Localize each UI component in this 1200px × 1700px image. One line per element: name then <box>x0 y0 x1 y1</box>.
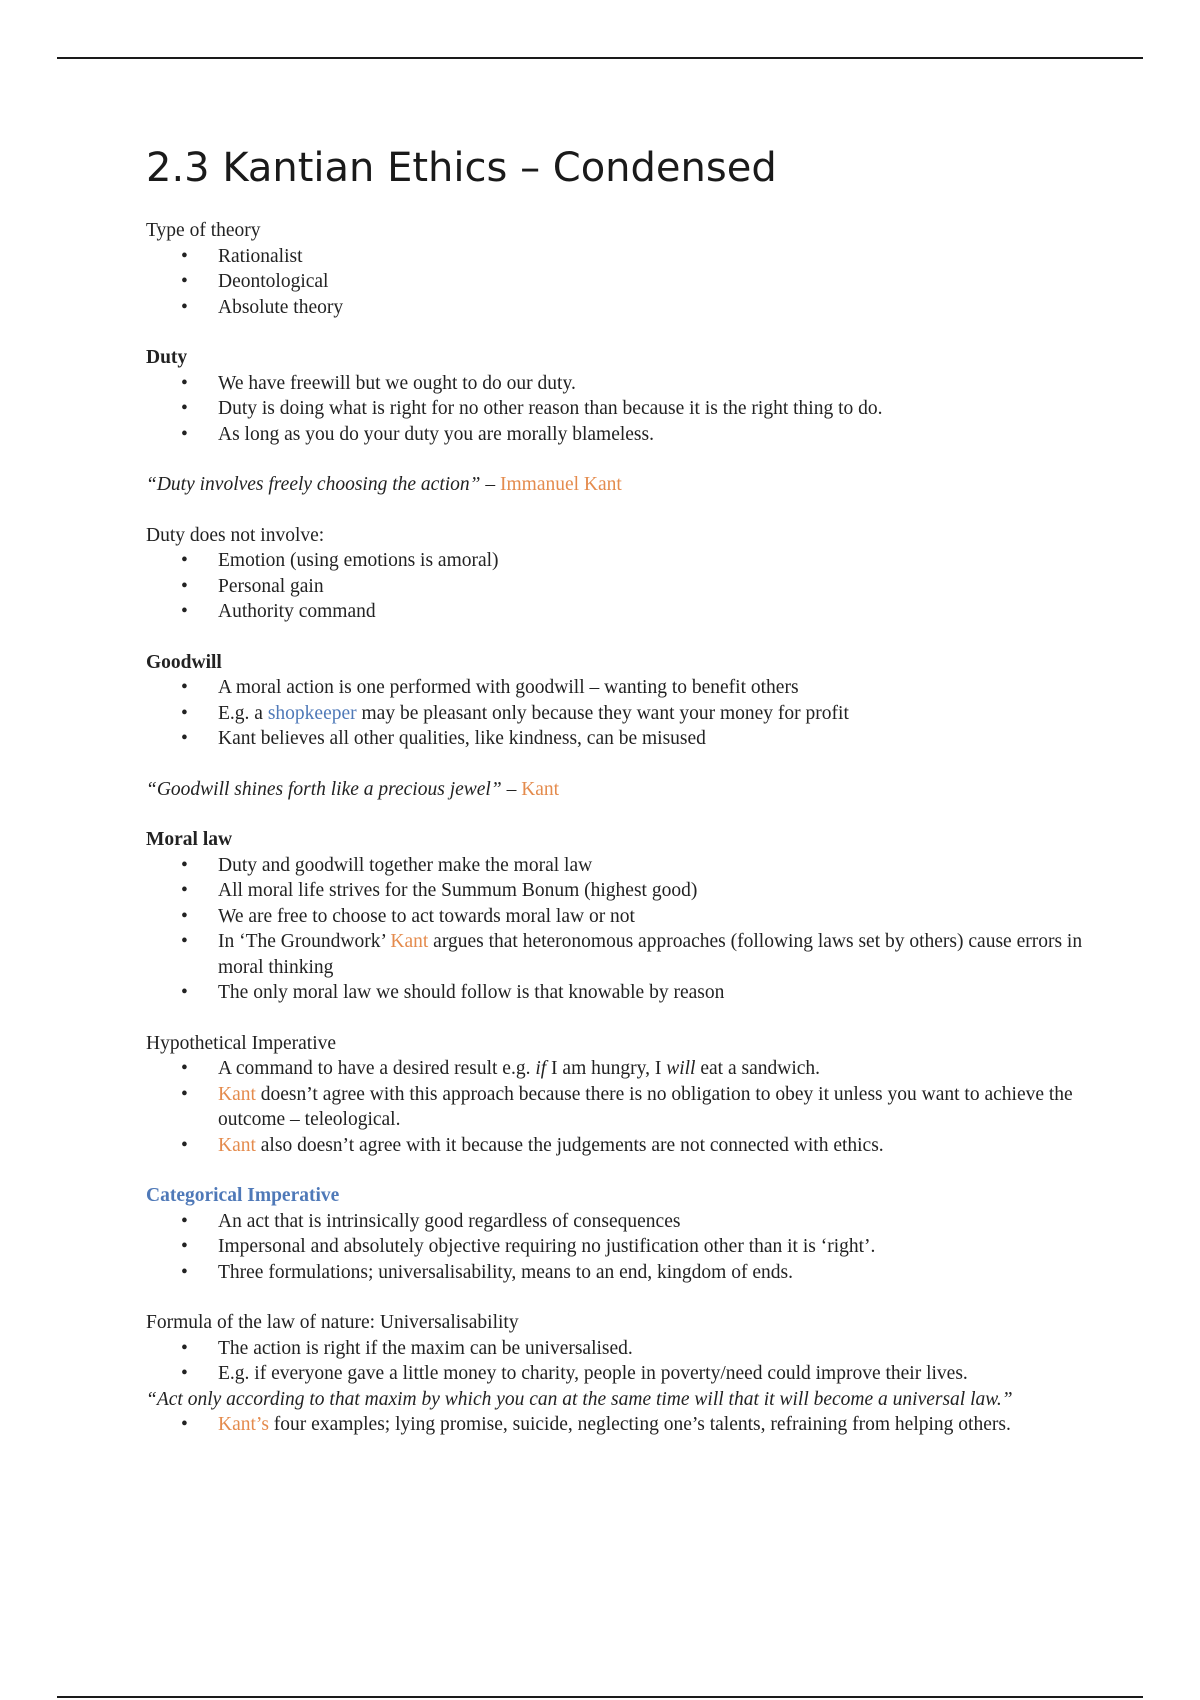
bullet-icon: • <box>181 575 188 597</box>
quote-author: Immanuel Kant <box>500 474 622 495</box>
bullet-icon: • <box>181 601 188 622</box>
bullet-icon: • <box>181 1363 188 1384</box>
bullet-icon: • <box>181 398 188 419</box>
bullet-icon: • <box>181 702 188 724</box>
list-item: • Duty and goodwill together make the moral law <box>146 853 1086 879</box>
bullet-icon: • <box>181 1058 188 1079</box>
list-item: • Kant believes all other qualities, like kindness, can be misused <box>146 726 1086 752</box>
list-item: • Deontological <box>146 269 1086 295</box>
moral-law-heading: Moral law <box>146 829 233 850</box>
bullet-icon: • <box>181 1261 188 1283</box>
bullet-icon: • <box>181 271 188 292</box>
bullet-icon: • <box>181 423 188 445</box>
list-item: • Kant also doesn’t agree with it because the judgements are not connected with ethics. <box>146 1133 1086 1159</box>
bullet-icon: • <box>181 905 188 927</box>
list-item: • As long as you do your duty you are morally blameless. <box>146 422 1086 448</box>
document-body <box>146 142 1086 1438</box>
list-item: • Kant’s four examples; lying promise, suicide, neglecting one’s talents, refraining from helping others. <box>146 1412 1086 1438</box>
list-item: • Kant doesn’t agree with this approach because there is no obligation to obey it unless you want to achieve the outcome – teleological. <box>181 1083 1073 1130</box>
list-item: • Three formulations; universalisability, means to an end, kingdom of ends. <box>146 1260 1086 1286</box>
duty-quote: “Duty involves freely choosing the action” – Immanuel Kant <box>146 474 622 495</box>
list-item: • Duty is doing what is right for no other reason than because it is the right thing to do. <box>146 396 1086 422</box>
list-item: • In ‘The Groundwork’ Kant argues that heteronomous approaches (following laws set by others) cause errors in moral thinking <box>181 931 1083 978</box>
list-item: • Authority command <box>146 599 1086 625</box>
type-of-theory-heading: Type of theory <box>146 220 261 241</box>
list-item: • An act that is intrinsically good regardless of consequences <box>146 1209 1086 1235</box>
list-item: • A moral action is one performed with goodwill – wanting to benefit others <box>146 675 1086 701</box>
bullet-icon: • <box>181 245 188 267</box>
duty-heading: Duty <box>146 347 188 368</box>
bullet-icon: • <box>181 1236 188 1257</box>
list-item: • The action is right if the maxim can be universalised. <box>146 1336 1086 1362</box>
list-item: • All moral life strives for the Summum Bonum (highest good) <box>146 878 1086 904</box>
duty-not-heading: Duty does not involve: <box>146 524 325 546</box>
list-item: • Impersonal and absolutely objective requiring no justification other than it is ‘right’. <box>146 1234 1086 1260</box>
universalisability-quote: “Act only according to that maxim by which you can at the same time will that it will become a universal law.” <box>146 1388 1013 1410</box>
bullet-icon: • <box>181 880 188 901</box>
universalisability-list <box>146 1336 1086 1387</box>
bottom-rule <box>57 1696 1143 1698</box>
list-item: • Rationalist <box>146 244 1086 270</box>
hypothetical-list <box>146 1056 1086 1158</box>
top-rule <box>57 57 1143 59</box>
list-item: • Personal gain <box>146 574 1086 600</box>
categorical-list <box>146 1209 1086 1286</box>
shopkeeper-link[interactable]: shopkeeper <box>267 702 357 724</box>
duty-not-list <box>146 548 1086 625</box>
list-item: • Absolute theory <box>146 295 1086 321</box>
bullet-icon: • <box>181 1083 188 1105</box>
list-item: • Emotion (using emotions is amoral) <box>146 548 1086 574</box>
quote-author: Kant <box>521 778 560 800</box>
universalisability-heading: Formula of the law of nature: Universalisability <box>146 1312 519 1333</box>
bullet-icon: • <box>181 1337 188 1359</box>
bullet-icon: • <box>181 1134 188 1156</box>
goodwill-quote: “Goodwill shines forth like a precious jewel” – Kant <box>146 778 560 800</box>
goodwill-list <box>146 675 1086 752</box>
categorical-heading: Categorical Imperative <box>146 1185 340 1206</box>
bullet-icon: • <box>181 372 188 394</box>
list-item: • We have freewill but we ought to do our duty. <box>146 371 1086 397</box>
bullet-icon: • <box>181 1414 188 1435</box>
bullet-icon: • <box>181 677 188 698</box>
bullet-icon: • <box>181 296 188 318</box>
universalisability-list-2 <box>146 1412 1086 1438</box>
list-item: • The only moral law we should follow is that knowable by reason <box>146 980 1086 1006</box>
list-item: • We are free to choose to act towards moral law or not <box>146 904 1086 930</box>
list-item: • E.g. a shopkeeper may be pleasant only because they want your money for profit <box>146 701 1086 727</box>
bullet-icon: • <box>181 1210 188 1232</box>
hypothetical-heading: Hypothetical Imperative <box>146 1032 337 1054</box>
list-item: • E.g. if everyone gave a little money to charity, people in poverty/need could improve their lives. <box>146 1361 1086 1387</box>
bullet-icon: • <box>181 550 188 571</box>
duty-list <box>146 371 1086 448</box>
bullet-icon: • <box>181 931 188 952</box>
bullet-icon: • <box>181 854 188 876</box>
type-of-theory-list <box>146 244 1086 321</box>
bullet-icon: • <box>181 982 188 1003</box>
bullet-icon: • <box>181 728 188 749</box>
list-item: • A command to have a desired result e.g. if I am hungry, I will eat a sandwich. <box>146 1056 1086 1082</box>
moral-law-list <box>146 853 1086 1006</box>
page-title: 2.3 Kantian Ethics – Condensed <box>146 145 777 191</box>
goodwill-heading: Goodwill <box>146 651 222 673</box>
